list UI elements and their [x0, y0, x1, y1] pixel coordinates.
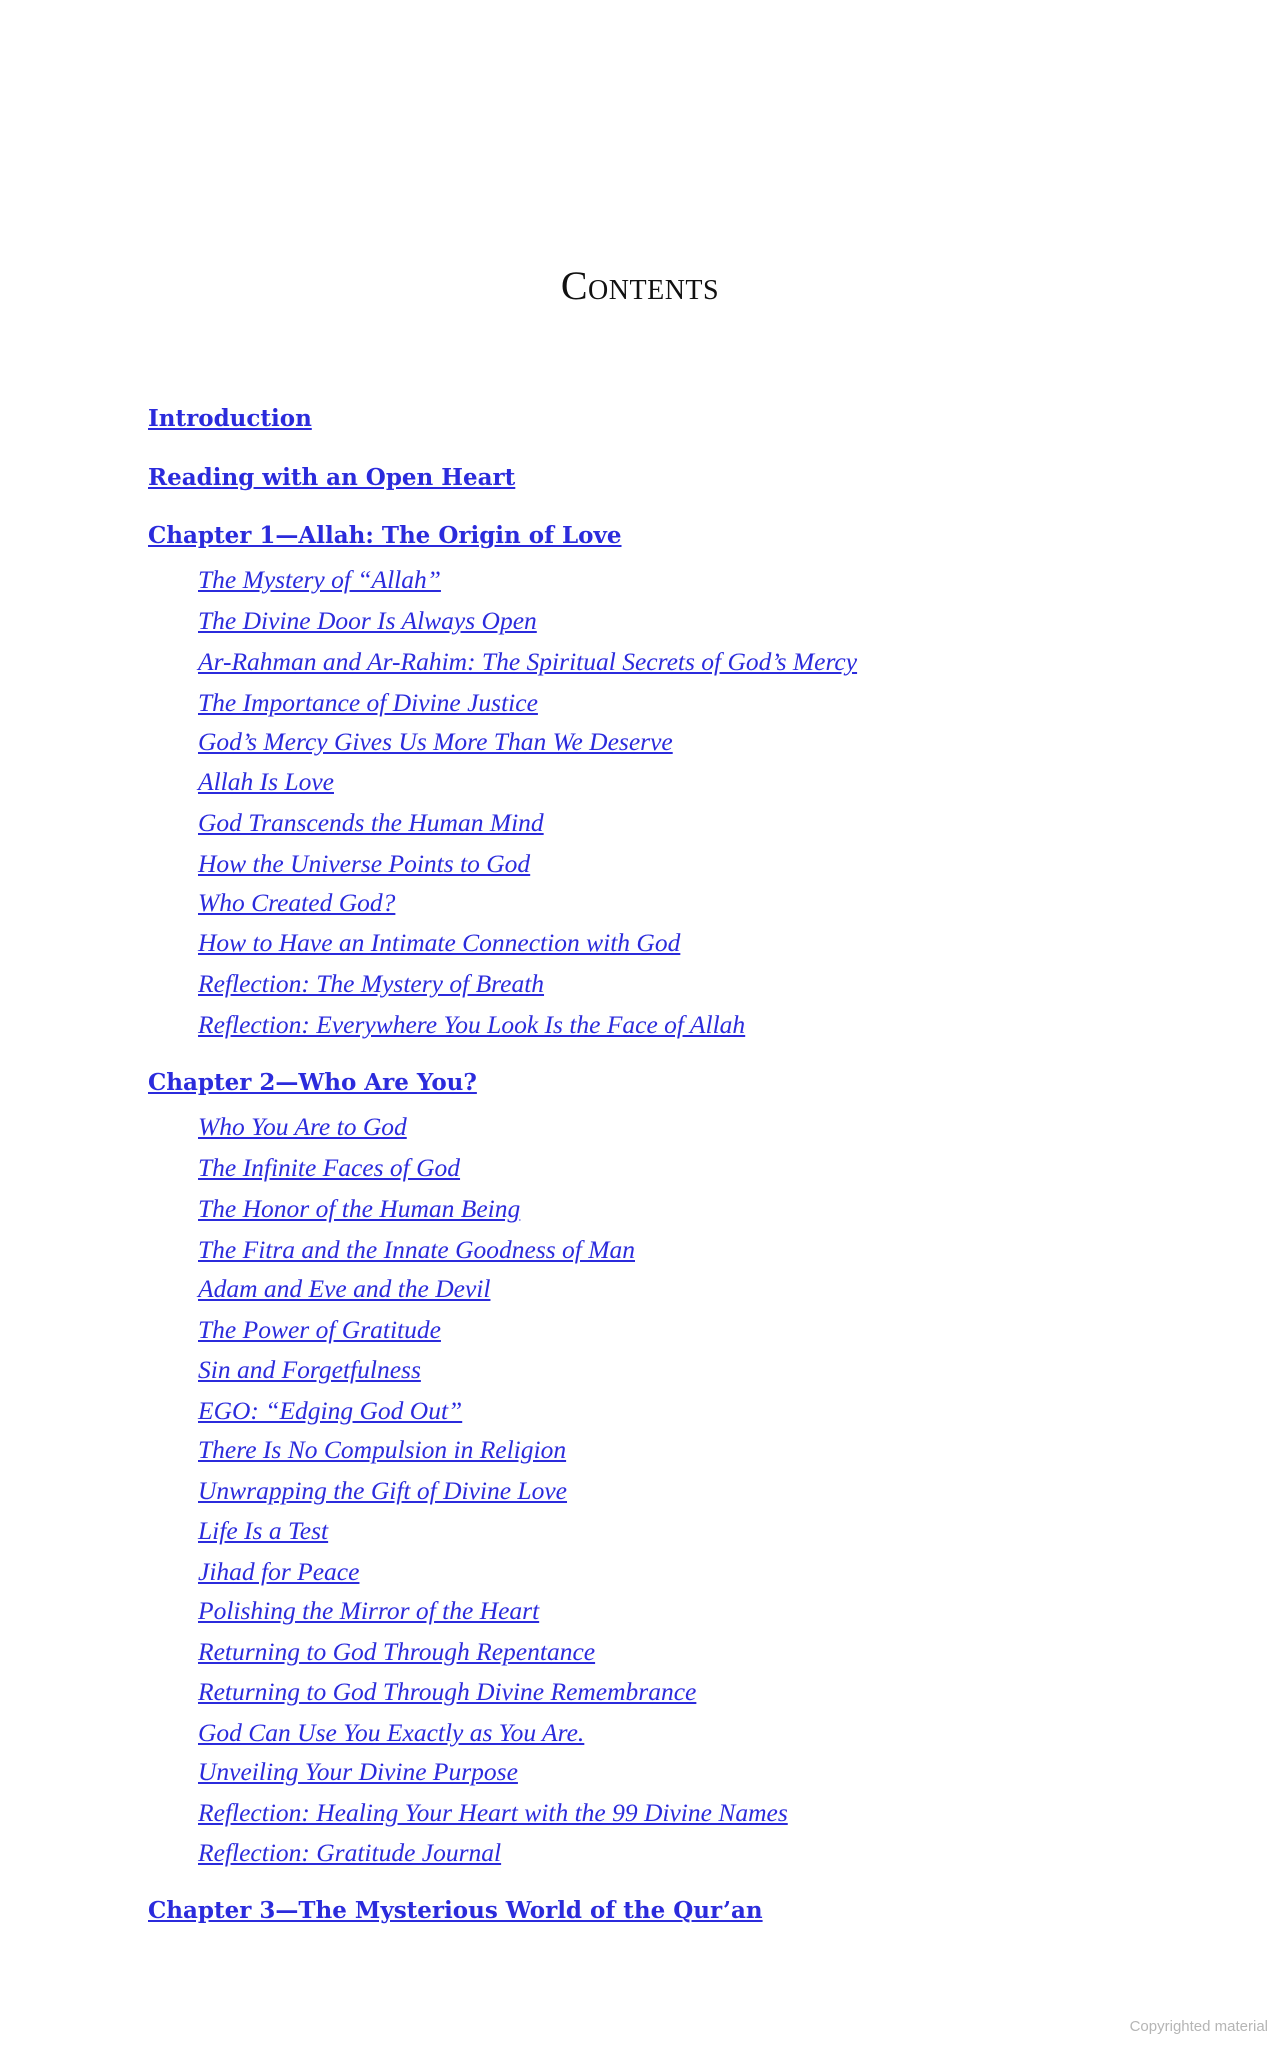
toc-section-link[interactable]: Reflection: Healing Your Heart with the 99 Divine Names — [198, 1798, 788, 1827]
toc-section-link[interactable]: Sin and Forgetfulness — [198, 1355, 421, 1384]
toc-section-link[interactable]: God’s Mercy Gives Us More Than We Deserve — [198, 727, 673, 756]
toc-section-link[interactable]: EGO: “Edging God Out” — [198, 1396, 463, 1425]
copyright-watermark: Copyrighted material — [1129, 2018, 1268, 2035]
page-title: Contents — [560, 263, 720, 308]
toc-section-link[interactable]: God Can Use You Exactly as You Are. — [198, 1718, 585, 1747]
toc-section-link[interactable]: Adam and Eve and the Devil — [198, 1274, 491, 1303]
toc-section-link[interactable]: How the Universe Points to God — [198, 849, 531, 878]
toc-section-link[interactable]: Jihad for Peace — [198, 1557, 360, 1586]
toc-section-link[interactable]: There Is No Compulsion in Religion — [198, 1435, 567, 1464]
toc-chapter-reading-with-an-open-heart[interactable]: Reading with an Open Heart — [148, 464, 516, 491]
toc-section-link[interactable]: Returning to God Through Repentance — [198, 1637, 596, 1666]
toc-section-link[interactable]: Returning to God Through Divine Remembrance — [198, 1677, 697, 1706]
toc-section-link[interactable]: Who Created God? — [198, 888, 396, 917]
toc-section-link[interactable]: Unwrapping the Gift of Divine Love — [198, 1476, 568, 1505]
toc-chapter-3[interactable]: Chapter 3—The Mysterious World of the Qur’an — [148, 1897, 763, 1924]
toc-section-link[interactable]: God Transcends the Human Mind — [198, 808, 544, 837]
toc-section-link[interactable]: The Fitra and the Innate Goodness of Man — [198, 1235, 635, 1264]
toc-section-link[interactable]: Reflection: Gratitude Journal — [198, 1838, 502, 1867]
toc-chapter-2[interactable]: Chapter 2—Who Are You? — [148, 1069, 477, 1096]
toc-section-link[interactable]: Ar-Rahman and Ar-Rahim: The Spiritual Secrets of God’s Mercy — [198, 647, 858, 676]
toc-section-link[interactable]: The Power of Gratitude — [198, 1315, 441, 1344]
toc-section-link[interactable]: Reflection: Everywhere You Look Is the Face of Allah — [198, 1010, 746, 1039]
toc-section-link[interactable]: The Infinite Faces of God — [198, 1153, 461, 1182]
toc-section-link[interactable]: The Honor of the Human Being — [198, 1194, 521, 1223]
toc-section-link[interactable]: The Mystery of “Allah” — [198, 565, 441, 594]
toc-chapter-introduction[interactable]: Introduction — [148, 405, 312, 432]
toc-section-link[interactable]: Life Is a Test — [198, 1516, 329, 1545]
toc-section-link[interactable]: Reflection: The Mystery of Breath — [198, 969, 545, 998]
toc-chapter-1[interactable]: Chapter 1—Allah: The Origin of Love — [148, 522, 622, 549]
toc-section-link[interactable]: The Importance of Divine Justice — [198, 688, 538, 717]
toc-section-link[interactable]: Unveiling Your Divine Purpose — [198, 1757, 518, 1786]
toc-section-link[interactable]: Allah Is Love — [198, 767, 334, 796]
toc-section-link[interactable]: How to Have an Intimate Connection with God — [198, 928, 681, 957]
toc-section-link[interactable]: The Divine Door Is Always Open — [198, 606, 537, 635]
toc-section-link[interactable]: Who You Are to God — [198, 1112, 407, 1141]
toc-section-link[interactable]: Polishing the Mirror of the Heart — [198, 1596, 540, 1625]
